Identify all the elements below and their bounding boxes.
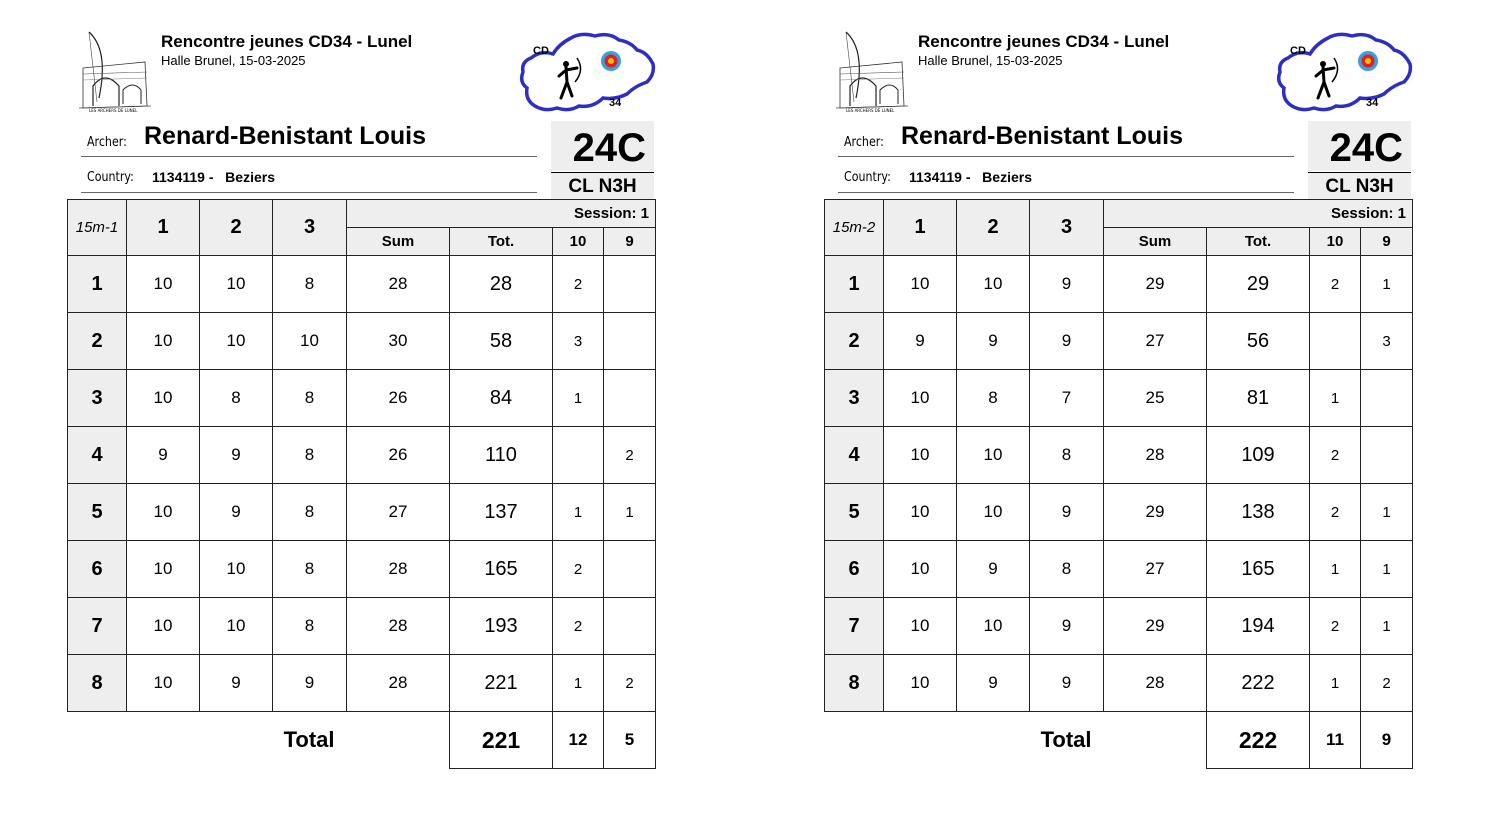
table-row bbox=[68, 313, 656, 370]
tens-count: 2 bbox=[1310, 484, 1361, 541]
table-row bbox=[825, 598, 1413, 655]
table-row bbox=[825, 484, 1413, 541]
running-total: 58 bbox=[450, 313, 553, 370]
nines-count: 1 bbox=[604, 484, 656, 541]
arrow-3-score: 8 bbox=[273, 370, 347, 427]
table-row bbox=[825, 541, 1413, 598]
arrow-2-score: 9 bbox=[200, 484, 273, 541]
arrow-1-score: 10 bbox=[127, 598, 200, 655]
divider bbox=[838, 156, 1294, 157]
arrow-1-score: 10 bbox=[127, 541, 200, 598]
end-number: 7 bbox=[825, 598, 884, 655]
country-label: Country: bbox=[844, 170, 891, 185]
table-row bbox=[68, 541, 656, 598]
logo-34-text: 34 bbox=[1366, 97, 1379, 109]
archers-de-lunel-logo bbox=[75, 28, 155, 114]
nines-count: 2 bbox=[1361, 655, 1413, 712]
end-number: 8 bbox=[68, 655, 127, 712]
running-total: 84 bbox=[450, 370, 553, 427]
arrow-2-header: 2 bbox=[200, 200, 273, 256]
arrow-1-score: 10 bbox=[884, 598, 957, 655]
divider bbox=[81, 192, 537, 193]
end-sum: 29 bbox=[1104, 598, 1207, 655]
end-sum: 25 bbox=[1104, 370, 1207, 427]
competition-title: Rencontre jeunes CD34 - Lunel bbox=[161, 32, 413, 51]
score-table bbox=[824, 199, 1413, 769]
end-number: 6 bbox=[68, 541, 127, 598]
end-number: 7 bbox=[68, 598, 127, 655]
tens-count: 1 bbox=[553, 484, 604, 541]
running-total: 138 bbox=[1207, 484, 1310, 541]
table-row bbox=[68, 484, 656, 541]
end-sum: 28 bbox=[347, 256, 450, 313]
end-sum: 26 bbox=[347, 370, 450, 427]
blank-cell bbox=[1104, 712, 1207, 769]
tens-count: 3 bbox=[553, 313, 604, 370]
nines-count bbox=[604, 370, 656, 427]
total-label: Total bbox=[1040, 727, 1092, 753]
arrow-2-header: 2 bbox=[957, 200, 1030, 256]
end-number: 4 bbox=[825, 427, 884, 484]
end-number: 3 bbox=[825, 370, 884, 427]
nines-count bbox=[604, 598, 656, 655]
tens-count bbox=[1310, 313, 1361, 370]
arrow-2-score: 9 bbox=[200, 655, 273, 712]
total-nines: 9 bbox=[1361, 712, 1413, 769]
distance-label: 15m-2 bbox=[825, 200, 884, 256]
running-total: 222 bbox=[1207, 655, 1310, 712]
total-tens: 12 bbox=[553, 712, 604, 769]
end-number: 8 bbox=[825, 655, 884, 712]
tens-count: 1 bbox=[553, 655, 604, 712]
running-total: 193 bbox=[450, 598, 553, 655]
country-label: Country: bbox=[87, 170, 134, 185]
grand-total: 222 bbox=[1207, 712, 1310, 769]
end-number: 5 bbox=[68, 484, 127, 541]
scorecard bbox=[824, 0, 1424, 815]
nines-count: 2 bbox=[604, 427, 656, 484]
blank-cell bbox=[347, 712, 450, 769]
arrow-3-score: 7 bbox=[1030, 370, 1104, 427]
tens-header: 10 bbox=[553, 228, 604, 256]
country-value: 1134119 - Beziers bbox=[909, 169, 1032, 185]
end-number: 4 bbox=[68, 427, 127, 484]
cd34-logo bbox=[1272, 28, 1414, 114]
table-row bbox=[68, 655, 656, 712]
end-number: 1 bbox=[68, 256, 127, 313]
archer-label: Archer: bbox=[87, 135, 127, 150]
nines-count bbox=[1361, 427, 1413, 484]
grand-total: 221 bbox=[450, 712, 553, 769]
tens-count: 2 bbox=[553, 256, 604, 313]
end-sum: 28 bbox=[347, 541, 450, 598]
logo-34-text: 34 bbox=[609, 97, 622, 109]
table-row bbox=[825, 256, 1413, 313]
total-nines: 5 bbox=[604, 712, 656, 769]
divider bbox=[838, 192, 1294, 193]
table-row bbox=[825, 313, 1413, 370]
arrow-3-score: 8 bbox=[1030, 541, 1104, 598]
arrow-2-score: 9 bbox=[957, 655, 1030, 712]
arrow-3-header: 3 bbox=[1030, 200, 1104, 256]
end-sum: 29 bbox=[1104, 484, 1207, 541]
end-sum: 28 bbox=[347, 598, 450, 655]
nines-header: 9 bbox=[604, 228, 656, 256]
running-total: 165 bbox=[450, 541, 553, 598]
arrow-2-score: 9 bbox=[200, 427, 273, 484]
arrow-2-score: 8 bbox=[200, 370, 273, 427]
arrow-2-score: 8 bbox=[957, 370, 1030, 427]
total-tens: 11 bbox=[1310, 712, 1361, 769]
end-sum: 30 bbox=[347, 313, 450, 370]
table-row bbox=[825, 655, 1413, 712]
archer-class: CL N3H bbox=[1308, 172, 1411, 199]
archer-class: CL N3H bbox=[551, 172, 654, 199]
end-sum: 28 bbox=[1104, 427, 1207, 484]
target-assignment: 24C bbox=[551, 121, 654, 171]
archers-de-lunel-logo bbox=[832, 28, 912, 114]
tens-count: 2 bbox=[553, 541, 604, 598]
arrow-3-score: 9 bbox=[1030, 256, 1104, 313]
session-label: Session: 1 bbox=[1104, 200, 1413, 228]
logo-cd-text: CD bbox=[1290, 45, 1306, 57]
divider bbox=[81, 156, 537, 157]
total-row bbox=[68, 712, 656, 769]
sum-header: Sum bbox=[1104, 228, 1207, 256]
end-number: 1 bbox=[825, 256, 884, 313]
arrow-1-score: 10 bbox=[127, 256, 200, 313]
end-number: 2 bbox=[825, 313, 884, 370]
arrow-1-header: 1 bbox=[127, 200, 200, 256]
venue-date: Halle Brunel, 15-03-2025 bbox=[161, 53, 306, 68]
nines-count: 1 bbox=[1361, 598, 1413, 655]
arrow-3-score: 9 bbox=[273, 655, 347, 712]
arrow-1-score: 10 bbox=[127, 655, 200, 712]
tens-count: 1 bbox=[1310, 655, 1361, 712]
total-label: Total bbox=[283, 727, 335, 753]
arrow-2-score: 9 bbox=[957, 541, 1030, 598]
arrow-3-score: 9 bbox=[1030, 313, 1104, 370]
table-row bbox=[68, 256, 656, 313]
running-total: 194 bbox=[1207, 598, 1310, 655]
archer-label: Archer: bbox=[844, 135, 884, 150]
archer-name: Renard-Benistant Louis bbox=[144, 122, 426, 150]
arrow-2-score: 10 bbox=[200, 313, 273, 370]
arrow-3-score: 8 bbox=[273, 541, 347, 598]
end-sum: 27 bbox=[1104, 313, 1207, 370]
arrow-1-score: 10 bbox=[884, 427, 957, 484]
nines-header: 9 bbox=[1361, 228, 1413, 256]
tens-count: 2 bbox=[1310, 598, 1361, 655]
running-total: 137 bbox=[450, 484, 553, 541]
arrow-3-score: 8 bbox=[1030, 427, 1104, 484]
nines-count: 1 bbox=[1361, 484, 1413, 541]
archer-name: Renard-Benistant Louis bbox=[901, 122, 1183, 150]
tens-count: 1 bbox=[1310, 541, 1361, 598]
arrow-1-score: 10 bbox=[884, 484, 957, 541]
tens-count bbox=[553, 427, 604, 484]
end-number: 5 bbox=[825, 484, 884, 541]
nines-count: 1 bbox=[1361, 541, 1413, 598]
arrow-3-score: 9 bbox=[1030, 598, 1104, 655]
arrow-1-score: 10 bbox=[127, 313, 200, 370]
running-total: 29 bbox=[1207, 256, 1310, 313]
competition-title: Rencontre jeunes CD34 - Lunel bbox=[918, 32, 1170, 51]
end-sum: 26 bbox=[347, 427, 450, 484]
nines-count bbox=[604, 313, 656, 370]
end-sum: 27 bbox=[347, 484, 450, 541]
scorecard bbox=[67, 0, 667, 815]
end-sum: 29 bbox=[1104, 256, 1207, 313]
arrow-2-score: 9 bbox=[957, 313, 1030, 370]
arrow-1-score: 10 bbox=[884, 256, 957, 313]
arrow-3-score: 8 bbox=[273, 427, 347, 484]
nines-count bbox=[604, 541, 656, 598]
running-total: 110 bbox=[450, 427, 553, 484]
end-number: 3 bbox=[68, 370, 127, 427]
score-table bbox=[67, 199, 656, 769]
arrow-2-score: 10 bbox=[957, 256, 1030, 313]
running-total: 165 bbox=[1207, 541, 1310, 598]
end-sum: 28 bbox=[1104, 655, 1207, 712]
tens-count: 2 bbox=[553, 598, 604, 655]
arrow-2-score: 10 bbox=[957, 427, 1030, 484]
logo-left-text: LES ARCHERS DE LUNEL bbox=[89, 108, 138, 113]
distance-label: 15m-1 bbox=[68, 200, 127, 256]
nines-count: 3 bbox=[1361, 313, 1413, 370]
table-row bbox=[825, 427, 1413, 484]
tens-count: 1 bbox=[553, 370, 604, 427]
arrow-3-header: 3 bbox=[273, 200, 347, 256]
nines-count bbox=[604, 256, 656, 313]
arrow-3-score: 8 bbox=[273, 256, 347, 313]
arrow-1-header: 1 bbox=[884, 200, 957, 256]
table-row bbox=[68, 598, 656, 655]
country-value: 1134119 - Beziers bbox=[152, 169, 275, 185]
table-row bbox=[68, 370, 656, 427]
arrow-2-score: 10 bbox=[200, 541, 273, 598]
arrow-1-score: 10 bbox=[127, 484, 200, 541]
running-total: 81 bbox=[1207, 370, 1310, 427]
tens-header: 10 bbox=[1310, 228, 1361, 256]
arrow-1-score: 9 bbox=[127, 427, 200, 484]
end-number: 6 bbox=[825, 541, 884, 598]
venue-date: Halle Brunel, 15-03-2025 bbox=[918, 53, 1063, 68]
arrow-3-score: 8 bbox=[273, 484, 347, 541]
arrow-3-score: 10 bbox=[273, 313, 347, 370]
running-total: 221 bbox=[450, 655, 553, 712]
arrow-2-score: 10 bbox=[957, 484, 1030, 541]
table-row bbox=[825, 370, 1413, 427]
cd34-logo bbox=[515, 28, 657, 114]
arrow-3-score: 9 bbox=[1030, 655, 1104, 712]
tens-count: 2 bbox=[1310, 256, 1361, 313]
nines-count: 2 bbox=[604, 655, 656, 712]
end-sum: 28 bbox=[347, 655, 450, 712]
table-row bbox=[68, 427, 656, 484]
arrow-1-score: 9 bbox=[884, 313, 957, 370]
running-total: 109 bbox=[1207, 427, 1310, 484]
total-header: Tot. bbox=[1207, 228, 1310, 256]
tens-count: 1 bbox=[1310, 370, 1361, 427]
arrow-1-score: 10 bbox=[884, 541, 957, 598]
end-sum: 27 bbox=[1104, 541, 1207, 598]
total-row bbox=[825, 712, 1413, 769]
arrow-1-score: 10 bbox=[127, 370, 200, 427]
nines-count: 1 bbox=[1361, 256, 1413, 313]
arrow-1-score: 10 bbox=[884, 655, 957, 712]
arrow-3-score: 9 bbox=[1030, 484, 1104, 541]
running-total: 56 bbox=[1207, 313, 1310, 370]
tens-count: 2 bbox=[1310, 427, 1361, 484]
arrow-2-score: 10 bbox=[200, 256, 273, 313]
arrow-2-score: 10 bbox=[957, 598, 1030, 655]
sum-header: Sum bbox=[347, 228, 450, 256]
arrow-2-score: 10 bbox=[200, 598, 273, 655]
logo-left-text: LES ARCHERS DE LUNEL bbox=[846, 108, 895, 113]
session-label: Session: 1 bbox=[347, 200, 656, 228]
arrow-3-score: 8 bbox=[273, 598, 347, 655]
nines-count bbox=[1361, 370, 1413, 427]
target-assignment: 24C bbox=[1308, 121, 1411, 171]
arrow-1-score: 10 bbox=[884, 370, 957, 427]
total-header: Tot. bbox=[450, 228, 553, 256]
running-total: 28 bbox=[450, 256, 553, 313]
logo-cd-text: CD bbox=[533, 45, 549, 57]
end-number: 2 bbox=[68, 313, 127, 370]
